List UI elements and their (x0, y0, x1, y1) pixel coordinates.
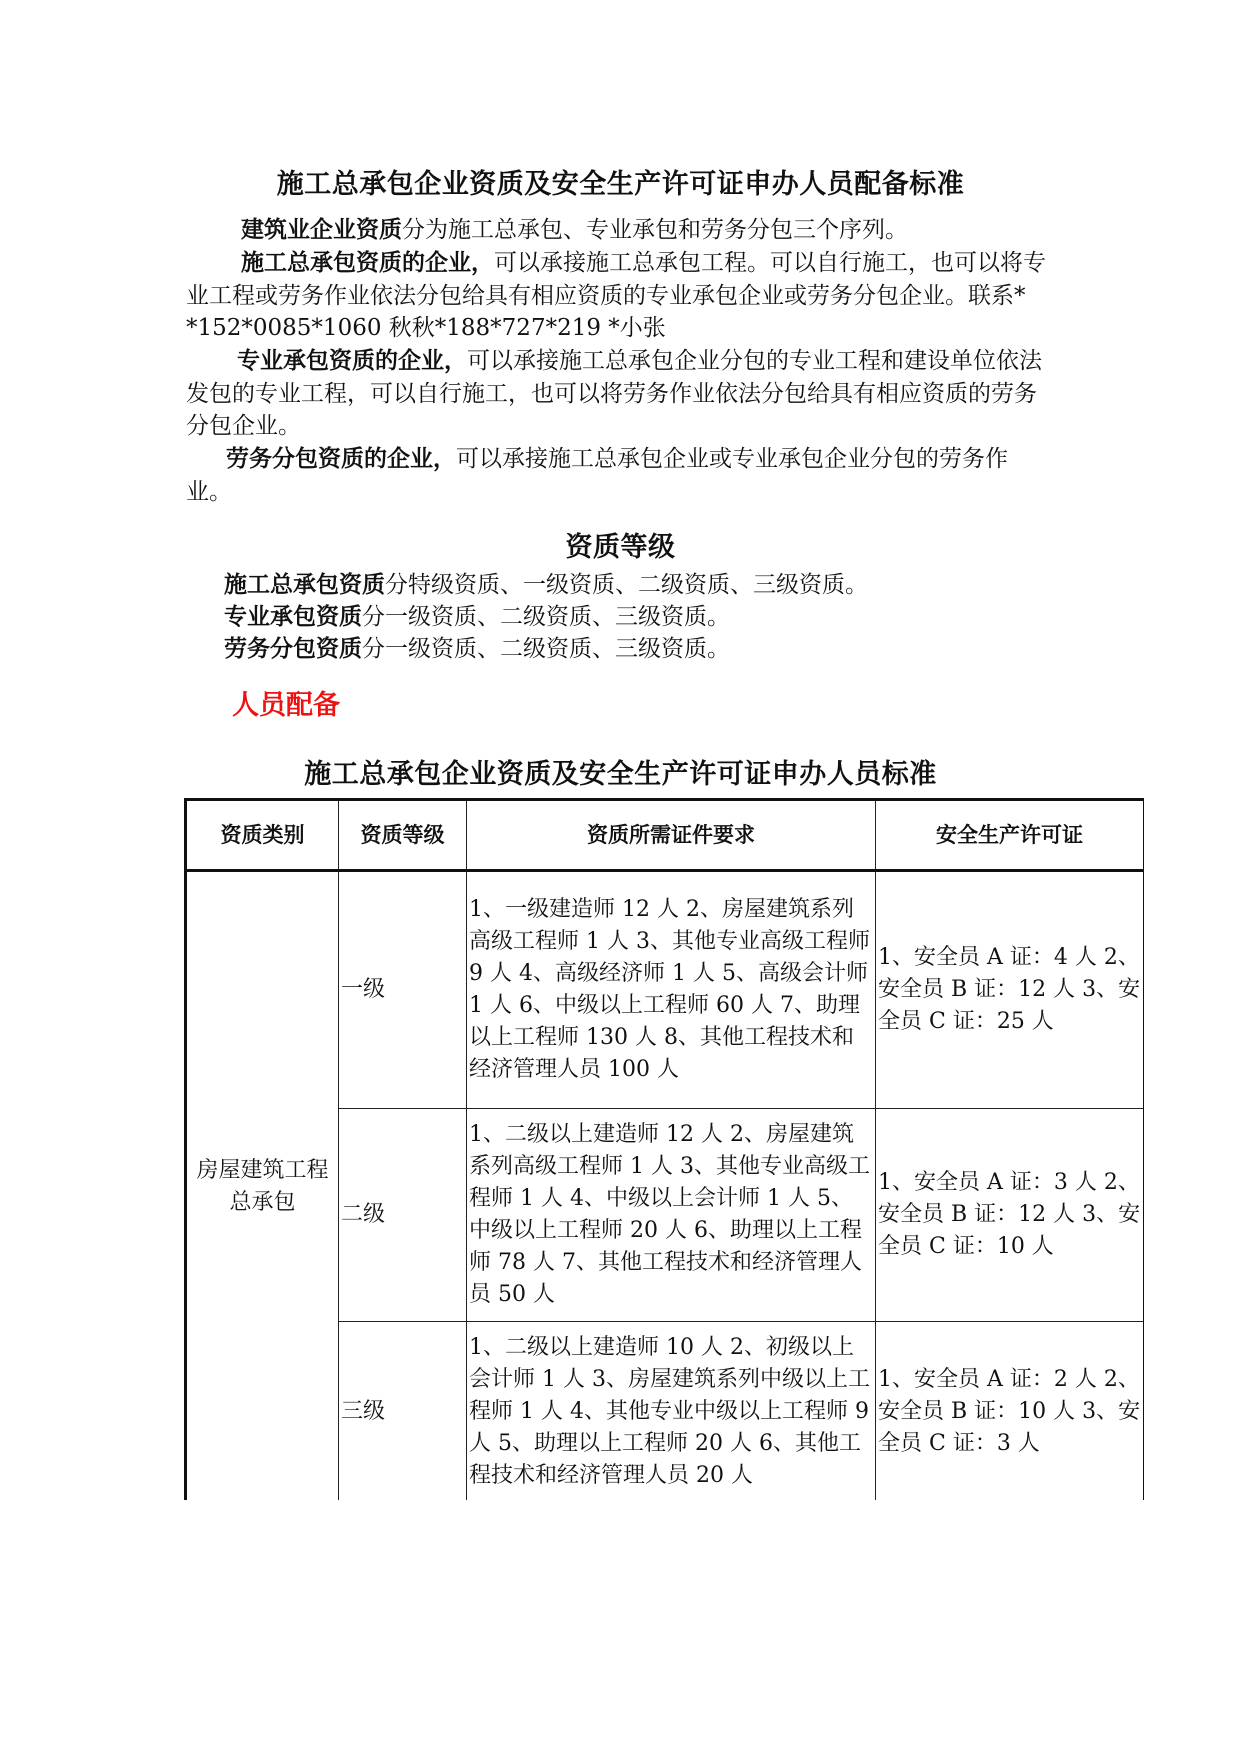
table-row (186, 871, 1145, 1109)
category-cell: 房屋建筑工程总承包 (186, 871, 339, 1501)
table-header-row (186, 800, 1145, 871)
grade-line-bold: 专业承包资质 (224, 604, 362, 630)
grade-line-text: 分一级资质、二级资质、三级资质。 (362, 636, 730, 662)
license-cell: 1、安全员 A 证：4 人 2、安全员 B 证：12 人 3、安全员 C 证：25 人 (876, 871, 1145, 1109)
header-category: 资质类别 (186, 800, 339, 871)
intro-p4-bold: 劳务分包资质的企业， (226, 446, 456, 472)
requirements-cell: 1、二级以上建造师 10 人 2、初级以上会计师 1 人 3、房屋建筑系列中级以上工程师 1 人 4、其他专业中级以上工程师 9 人 5、助理以上工程师 20 人 6、其他工程技术和经济管理人员 20 人 (467, 1322, 876, 1501)
intro-p1-bold: 建筑业企业资质 (241, 217, 402, 243)
grade-line-bold: 劳务分包资质 (224, 636, 362, 662)
grade-line-bold: 施工总承包资质 (224, 572, 385, 598)
requirements-cell: 1、二级以上建造师 12 人 2、房屋建筑系列高级工程师 1 人 3、其他专业高级工程师 1 人 4、中级以上会计师 1 人 5、中级以上工程师 20 人 6、助理以上工程师 78 人 7、其他工程技术和经济管理人员 50 人 (467, 1109, 876, 1322)
grade-line (224, 633, 730, 665)
grade-line (224, 601, 730, 633)
grade-section-title: 资质等级 (565, 532, 676, 563)
level-cell: 二级 (339, 1109, 467, 1322)
intro-p2-bold: 施工总承包资质的企业， (241, 250, 494, 276)
grade-line-text: 分一级资质、二级资质、三级资质。 (362, 604, 730, 630)
document-title: 施工总承包企业资质及安全生产许可证申办人员配备标准 (276, 169, 965, 200)
requirements-table-wrapper (184, 798, 1144, 1500)
table-title: 施工总承包企业资质及安全生产许可证申办人员标准 (304, 759, 937, 790)
intro-paragraph-4 (186, 443, 1048, 508)
grade-line-text: 分特级资质、一级资质、二级资质、三级资质。 (385, 572, 868, 598)
license-cell: 1、安全员 A 证：2 人 2、安全员 B 证：10 人 3、安全员 C 证：3 人 (876, 1322, 1145, 1501)
intro-paragraph-2 (186, 247, 1048, 345)
level-cell: 一级 (339, 871, 467, 1109)
header-level: 资质等级 (339, 800, 467, 871)
intro-p4-text: 可以承接施工总承包企业或专业承包企业分包的劳务作业。 (186, 446, 1008, 505)
intro-p3-bold: 专业承包资质的企业， (237, 348, 467, 374)
intro-paragraph-3 (186, 345, 1048, 443)
staff-heading: 人员配备 (232, 690, 340, 721)
intro-p2-text: 可以承接施工总承包工程。可以自行施工，也可以将专业工程或劳务作业依法分包给具有相应资质的专业承包企业或劳务分包企业。联系* *152*0085*1060 秋秋*188*727*219 *小张 (186, 250, 1046, 341)
intro-p1-text: 分为施工总承包、专业承包和劳务分包三个序列。 (402, 217, 908, 243)
header-requirements: 资质所需证件要求 (467, 800, 876, 871)
license-cell: 1、安全员 A 证：3 人 2、安全员 B 证：12 人 3、安全员 C 证：10 人 (876, 1109, 1145, 1322)
requirements-cell: 1、一级建造师 12 人 2、房屋建筑系列高级工程师 1 人 3、其他专业高级工程师 9 人 4、高级经济师 1 人 5、高级会计师 1 人 6、中级以上工程师 60 人 7、助理以上工程师 130 人 8、其他工程技术和经济管理人员 100 人 (467, 871, 876, 1109)
intro-paragraph-1 (186, 214, 1048, 247)
grade-line (224, 569, 868, 601)
intro-p3-text: 可以承接施工总承包企业分包的专业工程和建设单位依法发包的专业工程，可以自行施工，也可以将劳务作业依法分包给具有相应资质的劳务分包企业。 (186, 348, 1042, 439)
requirements-table (184, 798, 1144, 1500)
level-cell: 三级 (339, 1322, 467, 1501)
header-safety-license: 安全生产许可证 (876, 800, 1145, 871)
